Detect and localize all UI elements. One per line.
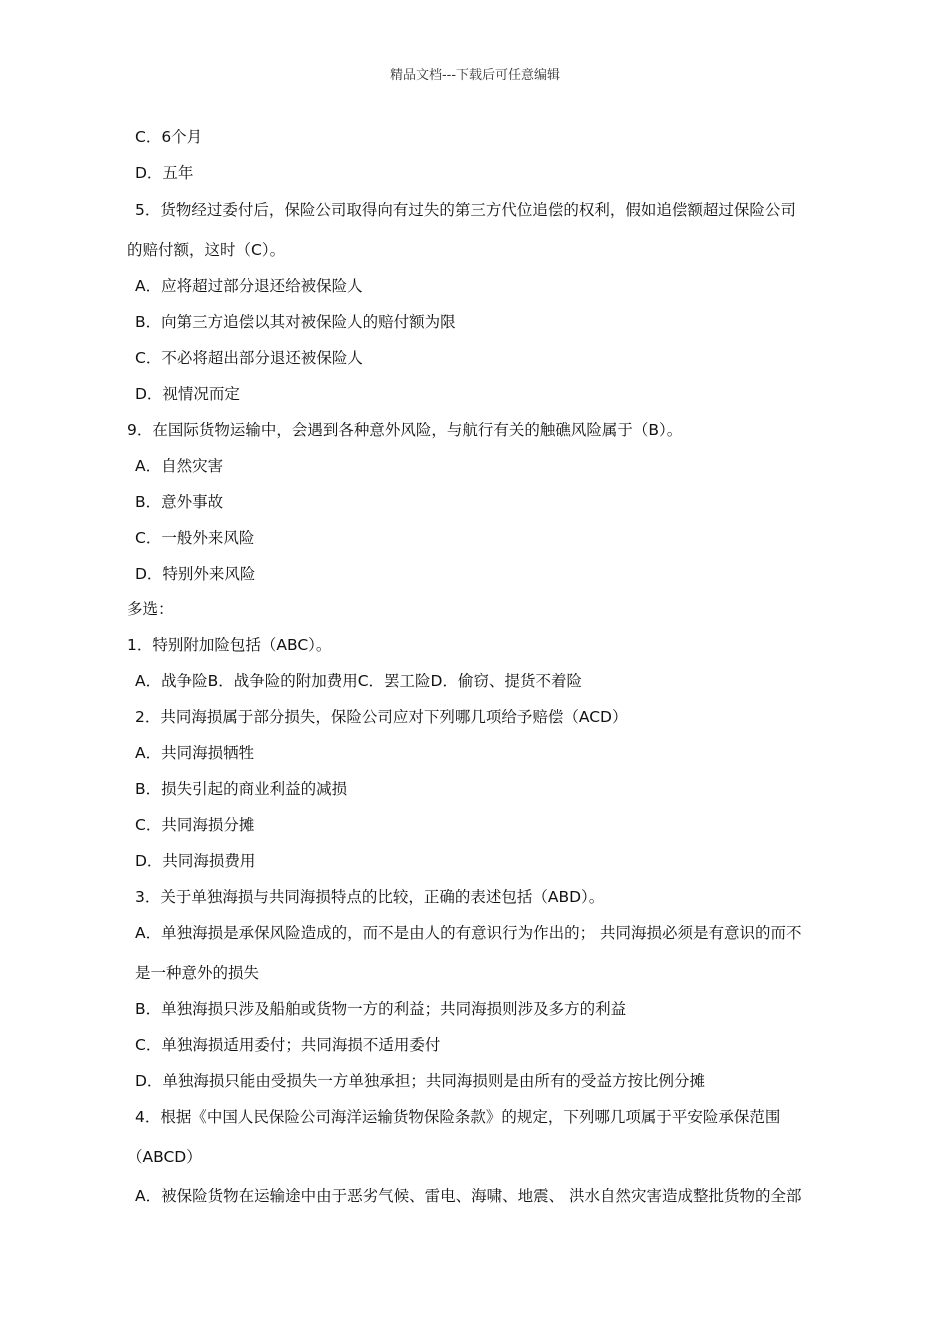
option-line: C．6个月 — [135, 128, 203, 146]
option-line: D．五年 — [135, 164, 194, 182]
option-line: A．战争险B．战争险的附加费用C．罢工险D．偷窃、提货不着险 — [135, 672, 582, 690]
option-line: A．应将超过部分退还给被保险人 — [135, 277, 363, 295]
option-line: A．单独海损是承保风险造成的，而不是由人的有意识行为作出的； 共同海损必须是有意识的而不 — [135, 924, 802, 942]
question-line: 2．共同海损属于部分损失，保险公司应对下列哪几项给予赔偿（ACD） — [135, 708, 628, 726]
question-line: 4．根据《中国人民保险公司海洋运输货物保险条款》的规定，下列哪几项属于平安险承保范围 — [135, 1108, 781, 1126]
option-line: C．一般外来风险 — [135, 529, 255, 547]
option-line: A．被保险货物在运输途中由于恶劣气候、雷电、海啸、地震、 洪水自然灾害造成整批货物的全部 — [135, 1187, 802, 1205]
option-line: A．自然灾害 — [135, 457, 224, 475]
question-line: 3．关于单独海损与共同海损特点的比较，正确的表述包括（ABD）。 — [135, 888, 605, 906]
question-line: 1．特别附加险包括（ABC）。 — [127, 636, 332, 654]
section-heading: 多选： — [127, 600, 174, 618]
option-line: 是一种意外的损失 — [135, 964, 260, 982]
option-line: B．向第三方追偿以其对被保险人的赔付额为限 — [135, 313, 456, 331]
option-line: D．视情况而定 — [135, 385, 240, 403]
question-line: 9．在国际货物运输中，会遇到各种意外风险，与航行有关的触礁风险属于（B）。 — [127, 421, 683, 439]
option-line: D．单独海损只能由受损失一方单独承担；共同海损则是由所有的受益方按比例分摊 — [135, 1072, 705, 1090]
question-line: 5．货物经过委付后，保险公司取得向有过失的第三方代位追偿的权利，假如追偿额超过保险公司 — [135, 201, 796, 219]
question-line: 的赔付额，这时（C）。 — [127, 241, 286, 259]
option-line: A．共同海损牺牲 — [135, 744, 255, 762]
option-line: C．单独海损适用委付；共同海损不适用委付 — [135, 1036, 441, 1054]
option-line: D．共同海损费用 — [135, 852, 256, 870]
option-line: B．损失引起的商业利益的减损 — [135, 780, 348, 798]
option-line: B．意外事故 — [135, 493, 224, 511]
option-line: B．单独海损只涉及船舶或货物一方的利益；共同海损则涉及多方的利益 — [135, 1000, 627, 1018]
option-line: D．特别外来风险 — [135, 565, 256, 583]
page-header: 精品文档---下载后可任意编辑 — [389, 68, 561, 83]
question-line: （ABCD） — [127, 1148, 202, 1166]
option-line: C．不必将超出部分退还被保险人 — [135, 349, 363, 367]
option-line: C．共同海损分摊 — [135, 816, 255, 834]
